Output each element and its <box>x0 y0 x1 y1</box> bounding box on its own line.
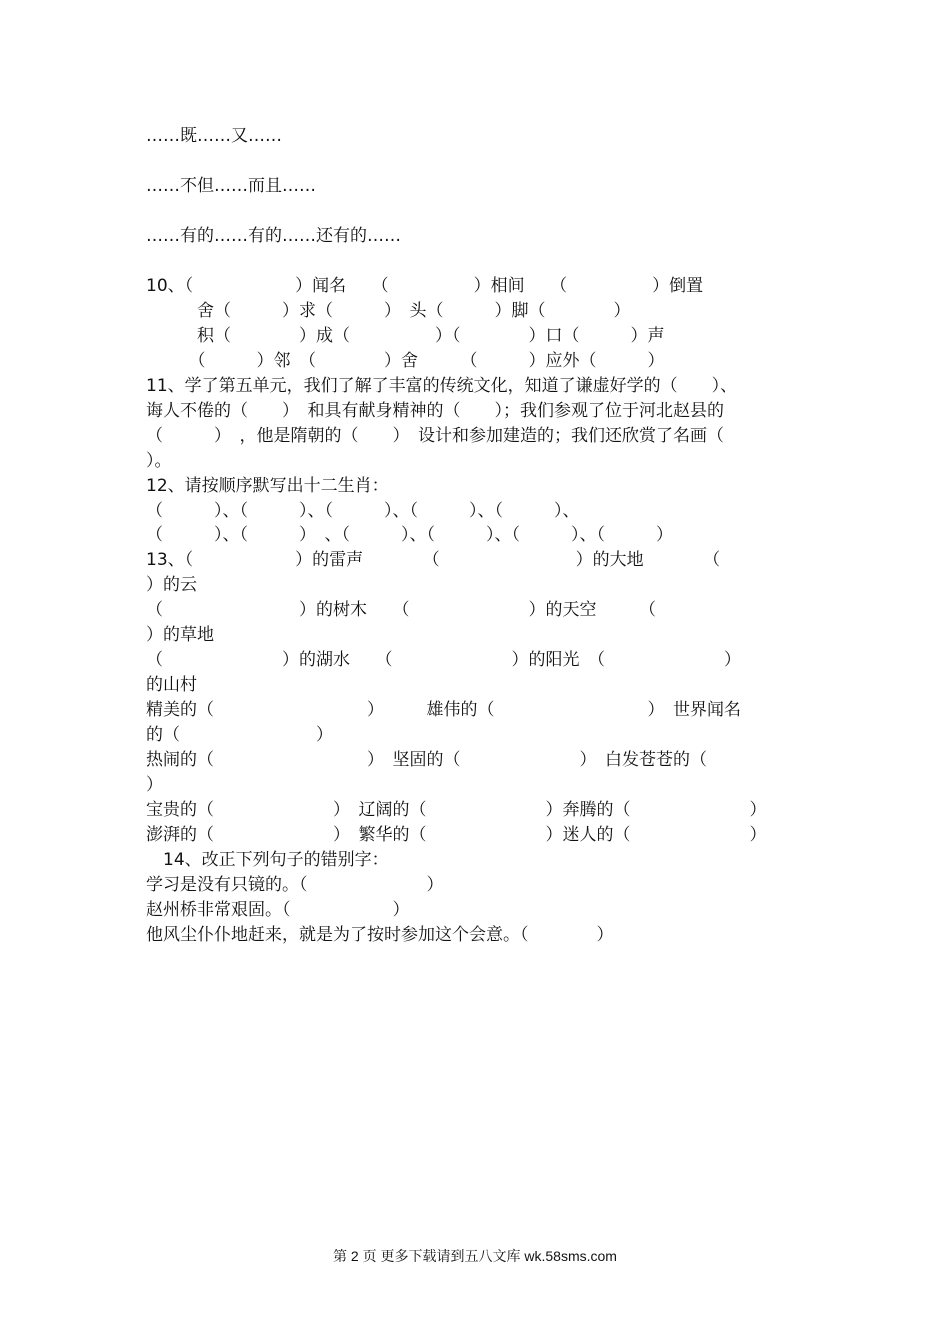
question-13-line: 13、（ ）的雷声 （ ）的大地 （ <box>146 550 721 570</box>
question-10-line: 舍（ ）求（ ） 头（ ）脚（ ） <box>146 301 631 321</box>
question-13-line: 澎湃的（ ） 繁华的（ ）迷人的（ ） <box>146 825 767 845</box>
question-11-line: 11、学了第五单元，我们了解了丰富的传统文化，知道了谦虚好学的（ ）、 <box>146 376 738 396</box>
question-13-line: 的山村 <box>146 675 197 695</box>
question-14-line: 赵州桥非常艰固。（ ） <box>146 900 410 920</box>
pattern-line: ……不但……而且…… <box>146 176 316 196</box>
question-10-line: （ ）邻 （ ）舍 （ ）应外（ ） <box>146 351 665 371</box>
question-10-line: 10、（ ）闻名 （ ）相间 （ ）倒置 <box>146 276 704 296</box>
question-13-line: ）的草地 <box>146 625 214 645</box>
question-14-line: 学习是没有只镜的。（ ） <box>146 875 444 895</box>
question-13-line: 精美的（ ） 雄伟的（ ） 世界闻名 <box>146 700 741 720</box>
question-13-line: 热闹的（ ） 坚固的（ ） 白发苍苍的（ <box>146 750 707 770</box>
question-13-line: （ ）的树木 （ ）的天空 （ <box>146 600 656 620</box>
question-14-line: 他风尘仆仆地赶来，就是为了按时参加这个会意。（ ） <box>146 925 614 945</box>
question-13-line: ）的云 <box>146 575 197 595</box>
question-12-line: （ ）、（ ） 、（ ）、（ ）、（ ）、（ ） <box>146 525 673 545</box>
pattern-line: ……有的……有的……还有的…… <box>146 226 401 246</box>
question-10-line: 积（ ）成（ ）（ ）口（ ）声 <box>146 326 665 346</box>
question-13-line: （ ）的湖水 （ ）的阳光 （ ） <box>146 650 741 670</box>
question-11-line: 诲人不倦的（ ） 和具有献身精神的（ ）；我们参观了位于河北赵县的 <box>146 401 724 421</box>
question-12-line: （ ）、（ ）、（ ）、（ ）、（ ）、 <box>146 501 580 521</box>
question-13-line: 宝贵的（ ） 辽阔的（ ）奔腾的（ ） <box>146 800 767 820</box>
question-14-line: 14、改正下列句子的错别字： <box>146 850 389 870</box>
question-13-line: 的（ ） <box>146 725 333 745</box>
question-12-line: 12、请按顺序默写出十二生肖： <box>146 476 389 496</box>
question-13-line: ） <box>146 775 163 795</box>
page-footer: 第 2 页 更多下载请到五八文库 wk.58sms.com <box>333 1248 617 1264</box>
pattern-line: ……既……又…… <box>146 126 282 146</box>
question-11-line: （ ） ，他是隋朝的（ ） 设计和参加建造的；我们还欣赏了名画（ <box>146 426 724 446</box>
question-11-line: ）。 <box>146 451 172 471</box>
